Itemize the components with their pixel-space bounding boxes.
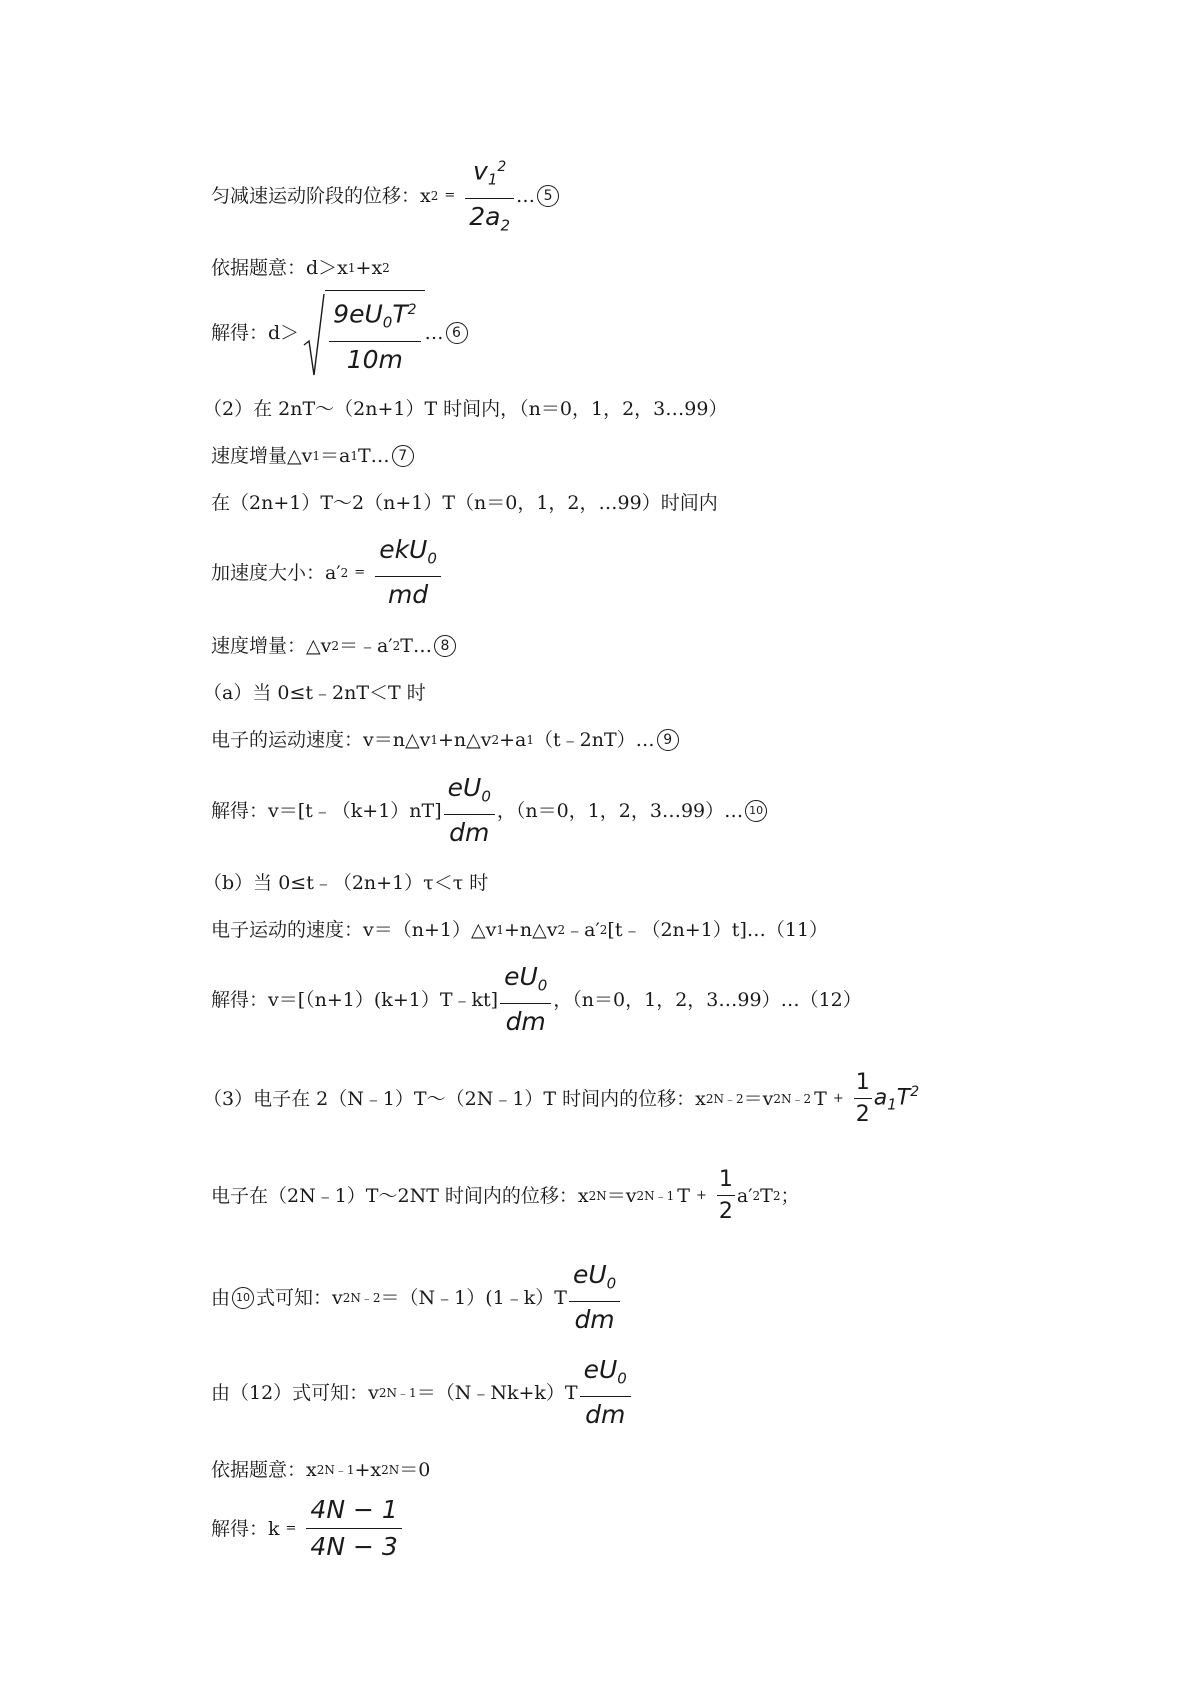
line-solve-v-b: [211, 962, 862, 1037]
fraction-bar: [569, 1301, 620, 1302]
text: ＝v: [743, 1087, 774, 1110]
text: T…: [357, 445, 390, 467]
line-case-b: [203, 871, 488, 895]
numerator: $9eU_0T^2$: [333, 299, 417, 332]
text: ，（n＝0，1，2，3…99）…（12）: [553, 988, 862, 1011]
text: 依据题意：x: [211, 1459, 317, 1481]
text: 加速度大小：a′: [211, 561, 341, 584]
fraction-9eU0T2-over-10m: [329, 295, 420, 375]
text: T: [760, 1184, 773, 1207]
denominator: dm: [585, 1400, 626, 1430]
text: ，（n＝0，1，2，3…99）…: [496, 799, 744, 822]
line-solve-v-a: [211, 773, 767, 848]
fraction-one-half: [854, 1070, 872, 1127]
line-part-2-intro: [203, 397, 727, 421]
circled-number-10: 10: [232, 1287, 254, 1309]
text: ＝﹣a′: [339, 635, 393, 657]
text: +x: [355, 257, 383, 279]
text: 由: [211, 1286, 231, 1309]
text: T: [677, 1184, 690, 1207]
half-term: [852, 1070, 919, 1127]
denominator: dm: [505, 1007, 546, 1037]
fraction-eU0-over-dm: [580, 1355, 631, 1430]
text: 在（2n+1）T～2（n+1）T（n＝0，1，2，…99）时间内: [211, 492, 718, 514]
fraction-bar: [580, 1396, 631, 1397]
numerator: ekU$_0$: [379, 535, 437, 568]
line-acceleration: 加速度大小：a′ 2 = $\frac{ekU_0}{md}$: [211, 535, 443, 610]
circled-number-8: 8: [434, 635, 456, 657]
text: ＝（N﹣Nk+k）T: [416, 1381, 578, 1404]
fraction-k-result: [306, 1495, 401, 1562]
line-electron-velocity-a: 电子的运动速度：v＝n△v 1 +n△v 2 +a 1 （t﹣2nT）… 9: [211, 728, 679, 752]
denominator: 2: [855, 1102, 870, 1127]
text: 速度增量：△v: [211, 635, 332, 657]
denominator: 2: [718, 1199, 733, 1224]
text: 解得：v＝[t﹣（k+1）nT]: [211, 799, 442, 822]
equals-sign: =: [285, 1520, 297, 1536]
text: +a: [499, 729, 527, 751]
text: +n△v: [503, 919, 558, 941]
text: 匀减速运动阶段的位移：x: [211, 184, 431, 207]
denominator: 4N − 3: [310, 1532, 398, 1561]
text: （t﹣2nT）…: [534, 729, 655, 751]
line-part-3-displacement-2: 电子在（2N﹣1）T～2NT 时间内的位移：x 2N ＝v 2N﹣1 T + $\frac{1}{2}$ a′ 2 T 2 ；: [211, 1167, 800, 1224]
text: a′: [736, 1184, 753, 1207]
circled-number-9: 9: [657, 729, 679, 751]
line-velocity-increment-2: 速度增量：△v 2 ＝﹣a′ 2 T… 8: [211, 634, 456, 658]
fraction-bar: [306, 1528, 401, 1529]
text: T: [814, 1087, 827, 1110]
line-velocity-increment-1: 速度增量△v 1 ＝a 1 T… 7: [211, 444, 414, 468]
text: （2）在 2nT～（2n+1）T 时间内，（n＝0，1，2，3…99）: [203, 398, 728, 420]
fraction-ekU0-over-md: [375, 535, 441, 610]
text: 电子的运动速度：v＝n△v: [211, 729, 431, 751]
fraction-bar: [329, 341, 420, 342]
circled-number-7: 7: [392, 445, 414, 467]
line-case-a: [203, 681, 426, 705]
fraction-bar: [375, 576, 441, 577]
fraction-v1sq-over-2a2: [465, 152, 514, 240]
fraction-one-half: [717, 1167, 735, 1224]
denominator: dm: [574, 1305, 615, 1335]
text: 解得：v＝[（n+1）(k+1）T﹣kt]: [211, 988, 499, 1011]
line-part-3-displacement-1: （3）电子在 2（N﹣1）T～（2N﹣1）T 时间内的位移：x 2N﹣2 ＝v 2N﹣2 T + $\frac{1}{2}$ $a_1T^2$: [203, 1070, 920, 1127]
fraction-bar: [465, 198, 514, 199]
radicand: [325, 290, 424, 375]
denominator: 10m: [346, 344, 403, 374]
line-solve-d: [211, 290, 468, 377]
text: ＝（N﹣1）(1﹣k）T: [380, 1286, 567, 1309]
text: 电子运动的速度：v＝（n+1）△v: [211, 919, 497, 941]
fraction-bar: [717, 1195, 735, 1196]
fraction-bar: [500, 1003, 551, 1004]
text: （a）当 0≤t﹣2nT＜T 时: [203, 682, 426, 704]
text: +x: [354, 1459, 382, 1481]
denominator: dm: [449, 818, 490, 848]
text: 解得：k: [211, 1517, 280, 1540]
text: ＝v: [606, 1184, 637, 1207]
numerator: 1: [855, 1070, 870, 1095]
numerator: $eU_0$: [504, 962, 548, 995]
text: （3）电子在 2（N﹣1）T～（2N﹣1）T 时间内的位移：x: [203, 1087, 706, 1110]
line-from-eq-12: 由（12）式可知：v 2N﹣1 ＝（N﹣Nk+k）T $\frac{eU_0}{dm}$: [211, 1355, 633, 1430]
fraction-eU0-over-dm: [569, 1260, 620, 1335]
plus-sign: +: [832, 1090, 844, 1106]
text: ＝a: [320, 445, 351, 467]
text: 电子在（2N﹣1）T～2NT 时间内的位移：x: [211, 1184, 589, 1207]
text: 依据题意：d＞x: [211, 257, 348, 279]
radical-sign-icon: [303, 293, 325, 377]
line-displacement-decel: 匀减速运动阶段的位移：x 2 = $\frac{v_1^2}{2a_2}$ … 5: [211, 152, 559, 240]
numerator: $eU_0$: [583, 1355, 627, 1388]
fraction-eU0-over-dm: [444, 773, 495, 848]
ellipsis: …: [516, 184, 536, 207]
text: 解得：d＞: [211, 322, 300, 345]
line-from-eq-10: 由 10 式可知：v 2N﹣2 ＝（N﹣1）(1﹣k）T $\frac{eU_0}{dm}$: [211, 1260, 622, 1335]
circled-number-10: 10: [745, 800, 767, 822]
line-condition-1: 依据题意：d＞x 1 +x 2: [211, 257, 390, 279]
square-root: [303, 290, 424, 377]
numerator: $eU_0$: [572, 1260, 617, 1293]
text: ＝0: [399, 1459, 431, 1481]
text: 速度增量△v: [211, 445, 313, 467]
line-interval-2: [211, 491, 718, 515]
text: ；: [780, 1184, 800, 1207]
equals-sign: =: [444, 187, 456, 203]
denominator: md: [387, 580, 429, 610]
circled-number-5: 5: [537, 185, 559, 207]
plus-sign: +: [695, 1187, 707, 1203]
equals-sign: =: [354, 564, 366, 580]
text: T…: [400, 635, 432, 657]
text: +n△v: [437, 729, 492, 751]
line-solve-k: [211, 1495, 404, 1562]
text: 式可知：v: [256, 1286, 343, 1309]
denominator: $2a_2$: [469, 201, 511, 234]
numerator: $v_1^2$: [473, 156, 507, 189]
fraction-eU0-over-dm: [500, 962, 551, 1037]
line-condition-2: 依据题意：x 2N﹣1 +x 2N ＝0: [211, 1459, 431, 1481]
fraction-bar: [854, 1098, 872, 1099]
numerator: $eU_0$: [447, 773, 491, 806]
text: 由（12）式可知：v: [211, 1381, 379, 1404]
fraction-bar: [444, 814, 495, 815]
numerator: 1: [718, 1167, 733, 1192]
math-term: $a_1T^2$: [873, 1084, 920, 1114]
text: [t﹣（2n+1）t]…（11）: [607, 919, 829, 941]
text: ﹣a′: [565, 919, 600, 941]
numerator: 4N − 1: [310, 1495, 398, 1524]
ellipsis: …: [424, 322, 444, 345]
line-electron-velocity-b: 电子运动的速度：v＝（n+1）△v 1 +n△v 2 ﹣a′ 2 [t﹣（2n+1）t]…（11）: [211, 919, 829, 941]
circled-number-6: 6: [446, 322, 468, 344]
text: （b）当 0≤t﹣（2n+1）τ＜τ 时: [203, 872, 489, 894]
